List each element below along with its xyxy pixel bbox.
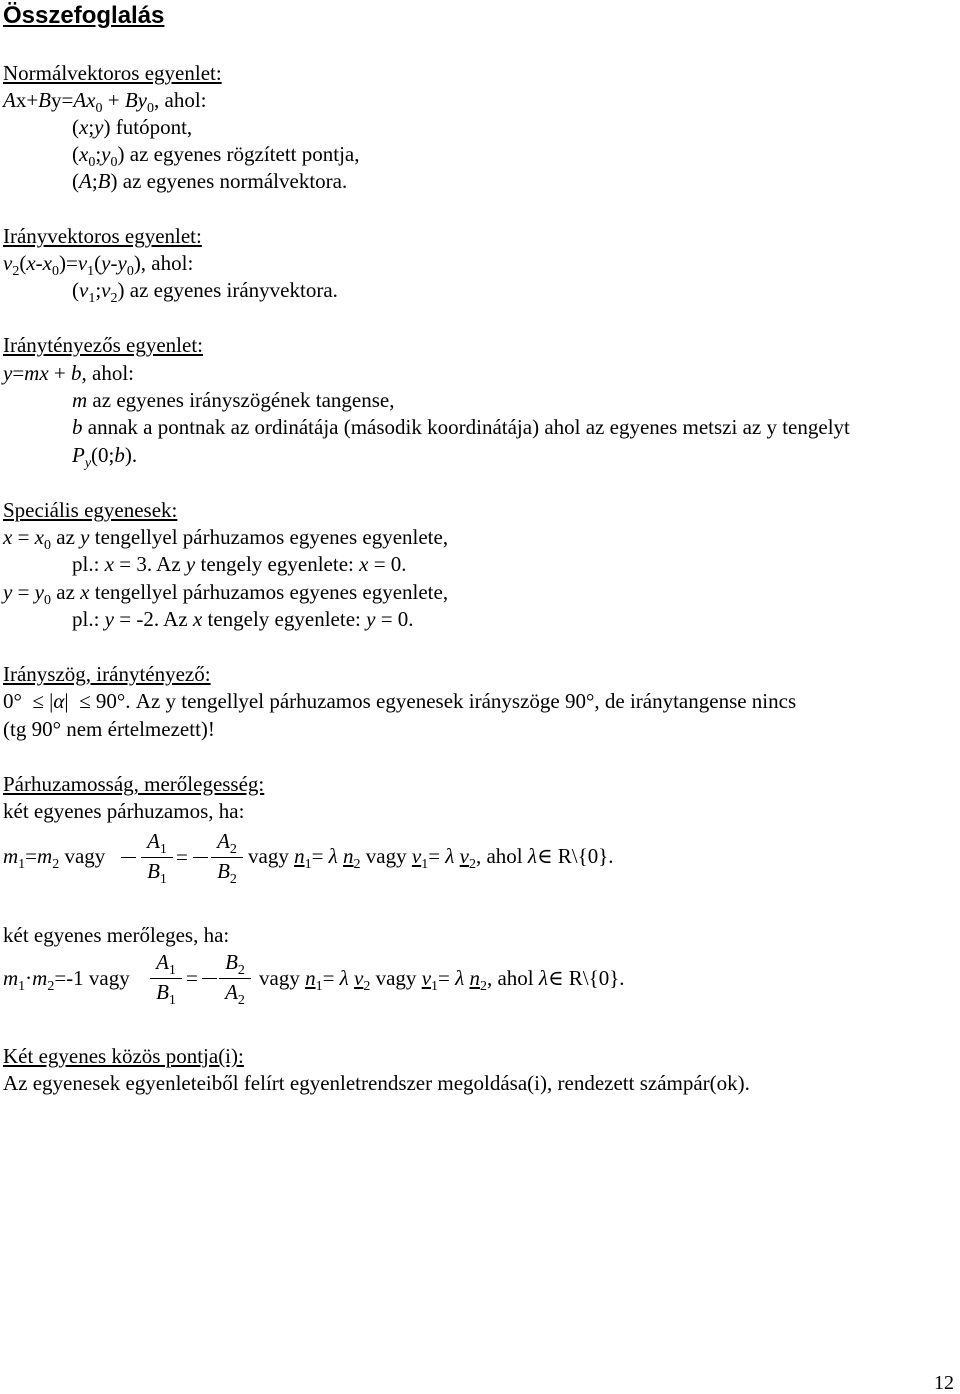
- equals-sign: =: [186, 966, 198, 990]
- angle-note: (tg 90° nem értelmezett)!: [3, 717, 215, 741]
- intersection-text: Az egyenesek egyenleteiből felírt egyenletrendszer megoldása(i), rendezett számpár(ok).: [3, 1071, 750, 1095]
- minus-sign: [193, 857, 208, 858]
- minus-sign: [202, 978, 217, 979]
- direction-item-vector: $(v_1;v_2)$ az egyenes irányvektora.: [72, 278, 338, 306]
- special-horizontal-example: pl.: y = -2. Az x tengely egyenlete: y = 0.: [72, 607, 414, 631]
- perpendicular-intro: két egyenes merőleges, ha:: [3, 923, 230, 947]
- direction-equation: $v_2(x-x_0)=v_1(y-y_0)$, ahol:: [3, 251, 194, 279]
- angle-range: 0° ≤ |α| ≤ 90°. Az y tengellyel párhuzamos egyenesek irányszöge 90°, de iránytangense nincs: [3, 689, 797, 713]
- parallel-heading: Párhuzamosság, merőlegesség:: [3, 772, 265, 796]
- intersection-heading: Két egyenes közös pontja(i):: [3, 1044, 244, 1068]
- perpendicular-condition-left: $m_1\cdot m_2=-1$ vagy: [3, 966, 130, 994]
- parallel-condition-right: vagy $n_1= \lambda$ $n_2$ vagy $v_1= \lambda$ $v_2$, ahol λ∈ R\{0}.: [248, 844, 614, 872]
- special-horizontal: $y = y_0$ az x tengellyel párhuzamos egyenes egyenlete,: [3, 580, 449, 608]
- special-vertical: $x = x_0$ az y tengellyel párhuzamos egyenes egyenlete,: [3, 525, 449, 553]
- slope-heading: Iránytényezős egyenlet:: [3, 333, 203, 357]
- special-vertical-example: pl.: x = 3. Az y tengely egyenlete: x = 0.: [72, 552, 407, 576]
- normal-item-point: (x;y) futópont,: [72, 115, 193, 139]
- direction-heading: Irányvektoros egyenlet:: [3, 224, 202, 248]
- page-number: 12: [934, 1372, 954, 1394]
- normal-item-fixed: $(x_0;y_0)$ az egyenes rögzített pontja,: [72, 142, 360, 170]
- normal-equation: $Ax+By=Ax_0 + By_0$, ahol:: [3, 88, 207, 116]
- equals-sign: =: [176, 845, 188, 869]
- slope-item-py: $P_y(0;b)$.: [72, 443, 138, 471]
- slope-item-b: b annak a pontnak az ordinátája (második koordinátája) ahol az egyenes metszi az y tengelyt: [72, 415, 850, 439]
- parallel-condition-left: $m_1=m_2$ vagy: [3, 844, 106, 872]
- normal-heading: Normálvektoros egyenlet:: [3, 61, 222, 85]
- slope-equation: y=mx + b, ahol:: [3, 361, 135, 385]
- special-heading: Speciális egyenesek:: [3, 498, 178, 522]
- slope-item-m: m az egyenes irányszögének tangense,: [72, 388, 395, 412]
- minus-sign: [121, 857, 136, 858]
- perpendicular-condition-right: vagy $n_1= \lambda$ $v_2$ vagy $v_1= \lambda$ $n_2$, ahol λ∈ R\{0}.: [259, 966, 625, 994]
- angle-heading: Irányszög, iránytényező:: [3, 662, 211, 686]
- parallel-intro: két egyenes párhuzamos, ha:: [3, 799, 245, 823]
- normal-item-vector: (A;B) az egyenes normálvektora.: [72, 169, 348, 193]
- page-title: Összefoglalás: [3, 2, 165, 29]
